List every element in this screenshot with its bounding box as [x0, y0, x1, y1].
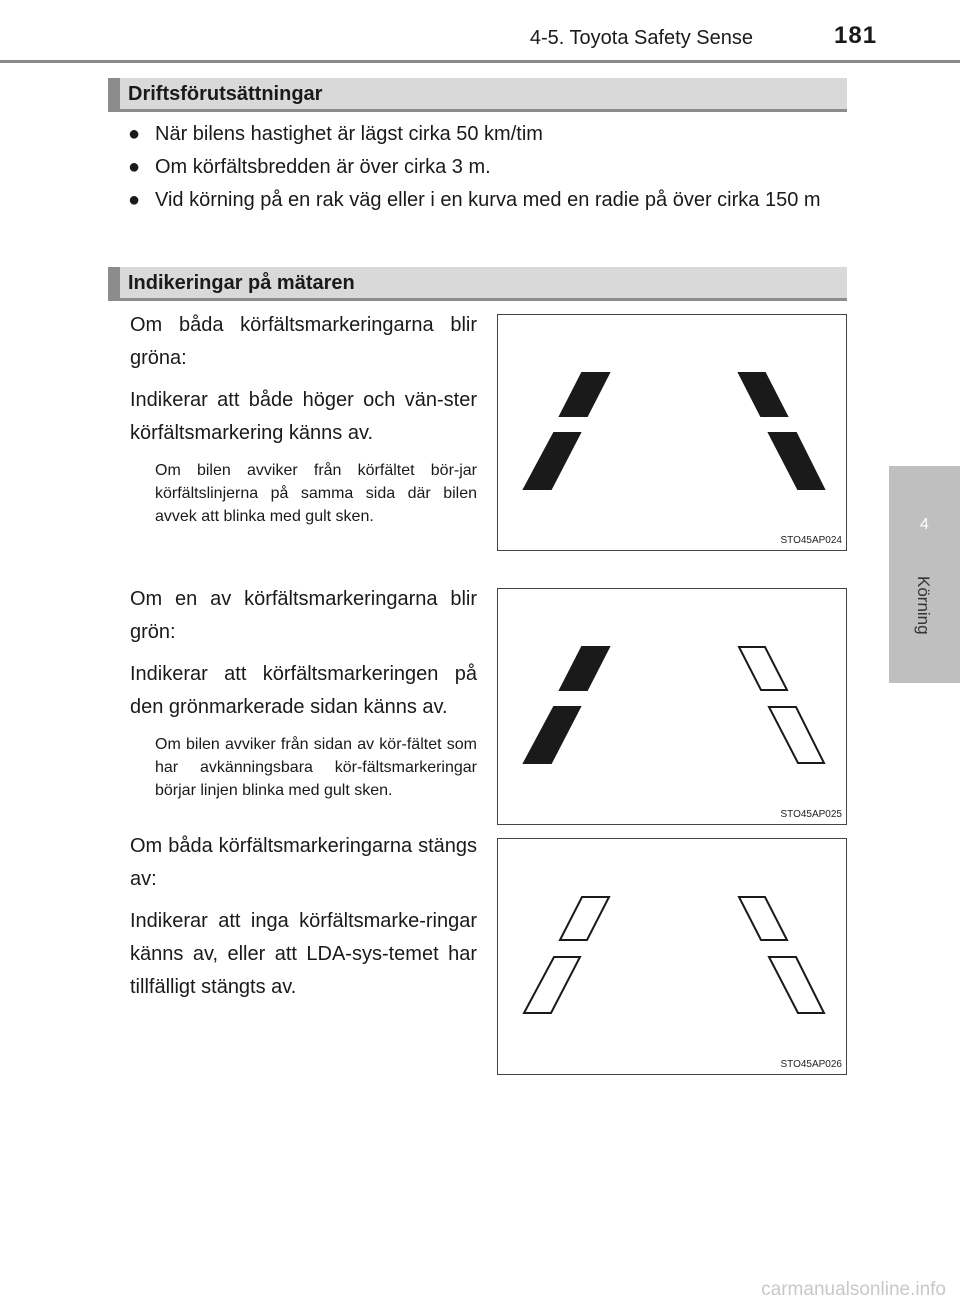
indicator-heading: Om båda körfältsmarkeringarna blir gröna: — [130, 314, 477, 369]
right-lane-line-lower — [769, 707, 824, 763]
bullet-icon: ● — [128, 156, 141, 178]
conditions-list — [128, 118, 843, 217]
chapter-label: Körning — [914, 576, 933, 635]
lane-lines-none-detected — [498, 839, 848, 1076]
page-number: 181 — [834, 22, 878, 49]
lane-lines-both-detected — [498, 315, 848, 552]
left-lane-line-upper — [560, 897, 609, 940]
indicator-text: Indikerar att inga körfältsmarke-ringar känns av, eller att LDA-sys-temet har tillfälligt stängts av. — [130, 910, 477, 998]
figure-code: STO45AP026 — [780, 1059, 842, 1070]
indicator-item — [130, 830, 477, 1013]
section-heading-conditions — [108, 78, 847, 112]
figure-code: STO45AP024 — [780, 535, 842, 546]
right-lane-line-lower — [769, 433, 824, 489]
right-lane-line-lower — [769, 957, 824, 1013]
chapter-side-tab — [889, 466, 960, 683]
left-lane-line-upper — [560, 373, 609, 416]
right-lane-line-upper — [739, 897, 787, 940]
right-lane-line-upper — [739, 373, 787, 416]
header-rule — [0, 60, 960, 63]
indicator-note: Om bilen avviker från sidan av kör-fältet som har avkänningsbara kör-fältsmarkeringar börjar linjen blinka med gult sken. — [155, 736, 477, 799]
indicator-item — [130, 583, 477, 802]
section-title: Indikeringar på mätaren — [128, 272, 355, 294]
left-lane-line-lower — [524, 957, 580, 1013]
list-item: ● Om körfältsbredden är över cirka 3 m. — [128, 151, 843, 184]
indicator-note: Om bilen avviker från körfältet bör-jar körfältslinjerna på samma sida där bilen avvek att blinka med gult sken. — [155, 462, 477, 525]
left-lane-line-upper — [560, 647, 609, 690]
lane-indicator-figure — [497, 838, 847, 1075]
lane-indicator-figure — [497, 588, 847, 825]
left-lane-line-lower — [524, 433, 580, 489]
bullet-icon: ● — [128, 189, 141, 211]
indicator-heading: Om båda körfältsmarkeringarna stängs av: — [130, 835, 477, 890]
indicator-text: Indikerar att både höger och vän-ster körfältsmarkering känns av. — [130, 389, 477, 444]
section-heading-indicators — [108, 267, 847, 301]
indicator-heading: Om en av körfältsmarkeringarna blir grön: — [130, 588, 477, 643]
list-item: ● När bilens hastighet är lägst cirka 50 km/tim — [128, 118, 843, 151]
watermark: carmanualsonline.info — [761, 1279, 946, 1300]
right-lane-line-upper — [739, 647, 787, 690]
figure-code: STO45AP025 — [780, 809, 842, 820]
left-lane-line-lower — [524, 707, 580, 763]
section-title: Driftsförutsättningar — [128, 83, 323, 105]
list-item: ● Vid körning på en rak väg eller i en kurva med en radie på över cirka 150 m — [128, 184, 843, 217]
lane-indicator-figure — [497, 314, 847, 551]
indicator-item — [130, 309, 477, 528]
lane-lines-left-detected — [498, 589, 848, 826]
chapter-number: 4 — [920, 516, 929, 533]
indicator-text: Indikerar att körfältsmarkeringen på den grönmarkerade sidan känns av. — [130, 663, 477, 718]
header-section-title: 4-5. Toyota Safety Sense — [529, 27, 753, 49]
bullet-icon: ● — [128, 123, 141, 145]
